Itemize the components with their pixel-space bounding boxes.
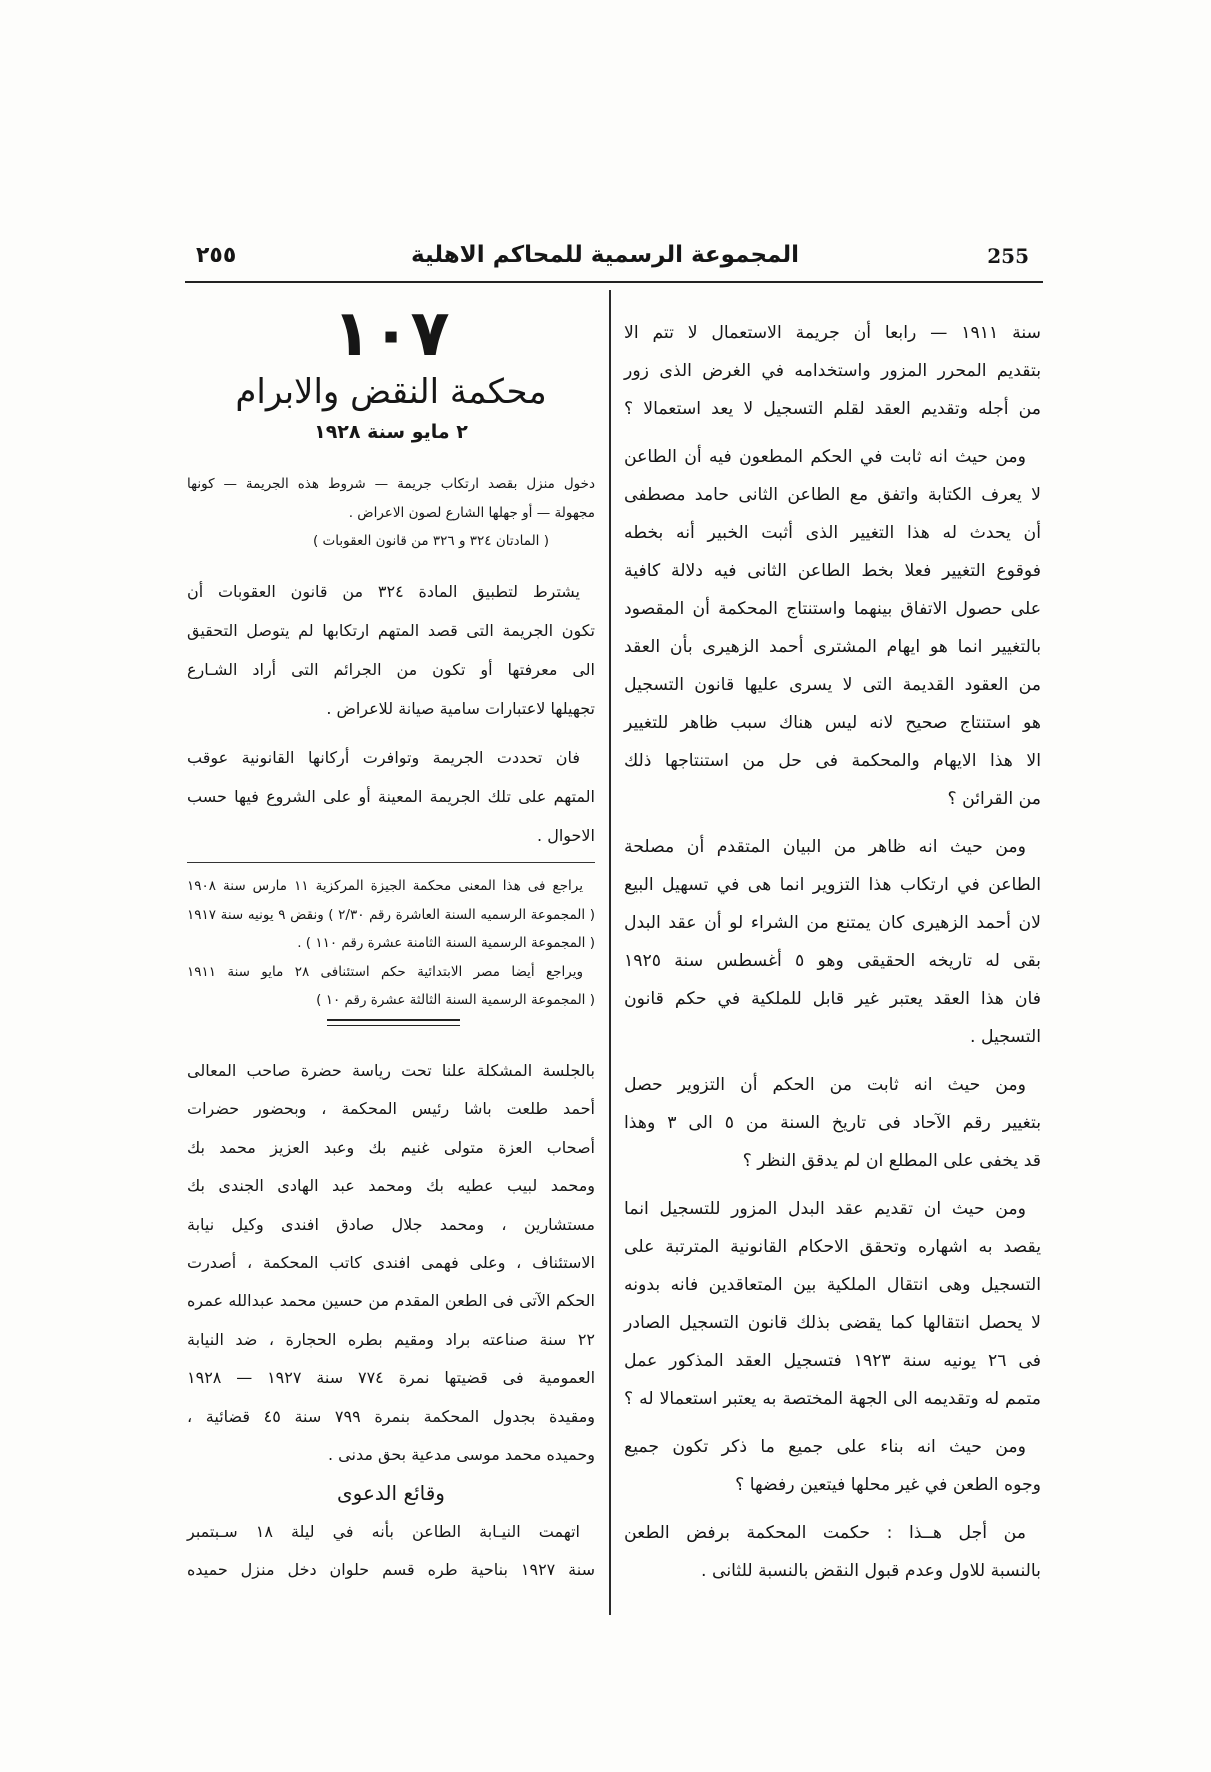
text-line: بتقديم المحرر المزور واستخدامه في الغرض الذى زور — [624, 361, 1041, 381]
double-rule — [327, 1025, 460, 1026]
text-line: فى ٢٦ يونيه سنة ١٩٢٣ فتسجيل العقد المذكور عمل — [624, 1351, 1042, 1371]
text-line: بالجلسة المشكلة علنا تحت رياسة حضرة صاحب المعالى — [187, 1061, 595, 1080]
text-line: سنة ١٩١١ — رابعا أن جريمة الاستعمال لا تتم الا — [624, 323, 1042, 343]
text-line: اتهمت النيـابة الطاعن بأنه في ليلة ١٨ سـبتمبر — [187, 1521, 580, 1541]
text-line: ومن حيث انه بناء على جميع ما ذكر تكون جميع — [624, 1437, 1026, 1457]
text-line: أن يحدث له هذا التغيير الذى أثبت الخبير أنه بخطه — [624, 523, 1041, 543]
text-line: تجهيلها لاعتبارات سامية صيانة للاعراض . — [326, 699, 595, 718]
page-number-latin: 255 — [987, 244, 1029, 268]
header-rule — [185, 281, 1043, 283]
text-line: يشترط لتطبيق المادة ٣٢٤ من قانون العقوبات أن — [187, 582, 580, 601]
text-line: بقى له تاريخه الحقيقى وهو ٥ أغسطس سنة ١٩٢٥ — [624, 951, 1041, 971]
text-line: هو استنتاج صحيح لانه ليس هناك سبب ظاهر للتغيير — [624, 713, 1041, 733]
right-column — [624, 314, 1041, 1600]
text-line: الحكم الآتى فى الطعن المقدم من حسين محمد عبدالله عمره — [187, 1291, 595, 1311]
paragraph — [624, 1514, 1041, 1590]
text-line: ومن حيث انه ثابت من الحكم أن التزوير حصل — [624, 1075, 1026, 1095]
text-line: سنة ١٩٢٧ بناحية طره قسم حلوان دخل منزل حميده — [187, 1560, 595, 1580]
text-line: تكون الجريمة التى قصد المتهم ارتكابها لم يتوصل التحقيق — [187, 621, 595, 640]
text-line: الاحوال . — [537, 826, 595, 845]
text-line: الا هذا الايهام والمحكمة فى حل من استنتاجها ذلك — [624, 751, 1041, 771]
case-summary — [187, 470, 595, 556]
text-line: ٢٢ سنة صناعته براد ومقيم بطره الحجارة ، ضد النيابة — [187, 1329, 595, 1349]
paragraph — [624, 1066, 1041, 1180]
references-note — [187, 872, 595, 1015]
reference-line: ويراجع أيضا مصر الابتدائية حكم استئنافى ٢٨ مايو سنة ١٩١١ — [187, 963, 583, 980]
text-line: لان أحمد الزهيرى كان يمتنع من الشراء لو أن عقد البدل — [624, 913, 1041, 933]
text-line: من أجل هــذا : حكمت المحكمة برفض الطعن — [624, 1523, 1026, 1543]
paragraph — [624, 828, 1041, 1056]
text-line: يقصد به اشهاره وتحقق الاحكام القانونية المترتبة على — [624, 1237, 1041, 1257]
summary-line: دخول منزل بقصد ارتكاب جريمة — شروط هذه الجريمة — كونها — [187, 476, 595, 492]
summary-articles: ( المادتان ٣٢٤ و ٣٢٦ من قانون العقوبات ) — [313, 533, 549, 549]
paragraph — [624, 1428, 1041, 1504]
text-line: قد يخفى على المطلع ان لم يدقق النظر ؟ — [742, 1151, 1041, 1171]
case-number: ١٠٧ — [332, 297, 450, 371]
text-line: لا يحصل انتقالها كما يقضى بذلك قانون التسجيل الصادر — [624, 1313, 1041, 1333]
text-line: التسجيل . — [969, 1027, 1041, 1047]
paragraph — [187, 572, 595, 728]
session-and-facts — [187, 1052, 595, 1590]
paragraph — [624, 314, 1041, 428]
paragraph — [187, 738, 595, 855]
text-line: أصحاب العزة متولى غنيم بك وعبد العزيز محمد بك — [187, 1137, 595, 1157]
text-line: وحميده محمد موسى مدعية بحق مدنى . — [327, 1445, 595, 1465]
text-line: بالنسبة للاول وعدم قبول النقض بالنسبة للثانى . — [701, 1561, 1041, 1581]
reference-line: يراجع فى هذا المعنى محكمة الجيزة المركزية ١١ مارس سنة ١٩٠٨ — [187, 878, 583, 894]
text-line: ومن حيث انه ظاهر من البيان المتقدم أن مصلحة — [624, 837, 1026, 857]
text-line: التسجيل وهى انتقال الملكية بين المتعاقدين فانه بدونه — [624, 1275, 1041, 1295]
text-line: فان تحددت الجريمة وتوافرت أركانها القانونية عوقب — [187, 748, 580, 767]
judgment-date: ٢ مايو سنة ١٩٢٨ — [314, 421, 468, 443]
reference-line: ( المجموعة الرسمية السنة الثامنة عشرة رقم ١١٠ ) . — [297, 935, 595, 951]
text-line: بالتغيير انما هو ايهام المشترى أحمد الزهيرى بأن العقد — [624, 637, 1041, 657]
text-line: العمومية فى قضيتها نمرة ٧٧٤ سنة ١٩٢٧ — ١٩٢٨ — [187, 1368, 596, 1388]
paragraph — [624, 438, 1041, 818]
court-name: محكمة النقض والابرام — [235, 372, 547, 412]
text-line: فان هذا العقد يعتبر غير قابل للملكية في حكم قانون — [624, 989, 1041, 1009]
text-line: الاستئناف ، وعلى فهمى افندى كاتب المحكمة ، أصدرت — [187, 1253, 595, 1273]
text-line: ومن حيث ان تقديم عقد البدل المزور للتسجيل انما — [624, 1199, 1026, 1219]
reference-line: ( المجموعة الرسميه السنة العاشرة رقم ٢/٣٠ ) ونقض ٩ يونيه سنة ١٩١٧ — [187, 906, 595, 923]
text-line: ومحمد لبيب عطيه بك ومحمد عبد الهادى الجندى بك — [187, 1176, 595, 1196]
column-divider — [609, 290, 611, 1615]
text-line: من العقود القديمة التى لا يسرى عليها قانون التسجيل — [624, 675, 1041, 695]
text-line: ومقيدة بجدول المحكمة بنمرة ٧٩٩ سنة ٤٥ قضائية ، — [187, 1406, 596, 1426]
text-line: المتهم على تلك الجريمة المعينة أو على الشروع فيها حسب — [187, 787, 595, 806]
facts-heading: وقائع الدعوى — [337, 1481, 445, 1506]
text-line: فوقوع التغيير فعلا بخط الطاعن الثانى فيه دلالة كافية — [624, 561, 1041, 581]
text-line: بتغيير رقم الآحاد فى تاريخ السنة من ٥ الى ٣ وهذا — [624, 1113, 1041, 1133]
text-line: الى معرفتها أو تكون من الجرائم التى أراد الشـارع — [187, 660, 595, 679]
text-line: متمم له وتقديمه الى الجهة المختصة به يعتبر استعمالا له ؟ — [624, 1389, 1041, 1409]
text-line: على حصول الاتفاق بينهما واستنتاج المحكمة أن المقصود — [624, 599, 1041, 619]
text-line: أحمد طلعت باشا رئيس المحكمة ، وبحضور حضرات — [187, 1099, 595, 1119]
text-line: لا يعرف الكتابة واتفق مع الطاعن الثانى حامد مصطفى — [624, 485, 1041, 505]
double-rule — [327, 1019, 460, 1021]
legal-principle — [187, 572, 595, 865]
page-number-arabic: ٢٥٥ — [196, 243, 237, 268]
text-line: مستشارين ، ومحمد جلال صادق افندى وكيل نيابة — [187, 1214, 595, 1234]
text-line: الطاعن في ارتكاب هذا التزوير انما هى في تسهيل البيع — [624, 875, 1041, 895]
section-rule — [187, 862, 595, 863]
running-title: المجموعة الرسمية للمحاكم الاهلية — [411, 242, 799, 268]
text-line: ومن حيث انه ثابت في الحكم المطعون فيه أن الطاعن — [624, 447, 1026, 467]
text-line: وجوه الطعن في غير محلها فيتعين رفضها ؟ — [735, 1475, 1041, 1495]
summary-line: مجهولة — أو جهلها الشارع لصون الاعراض . — [348, 504, 595, 521]
reference-line: ( المجموعة الرسمية السنة الثالثة عشرة رقم ١٠ ) — [316, 992, 595, 1008]
text-line: من أجله وتقديم العقد لقلم التسجيل لا يعد استعمالا ؟ — [624, 399, 1041, 419]
text-line: من القرائن ؟ — [947, 789, 1041, 809]
paragraph — [624, 1190, 1041, 1418]
